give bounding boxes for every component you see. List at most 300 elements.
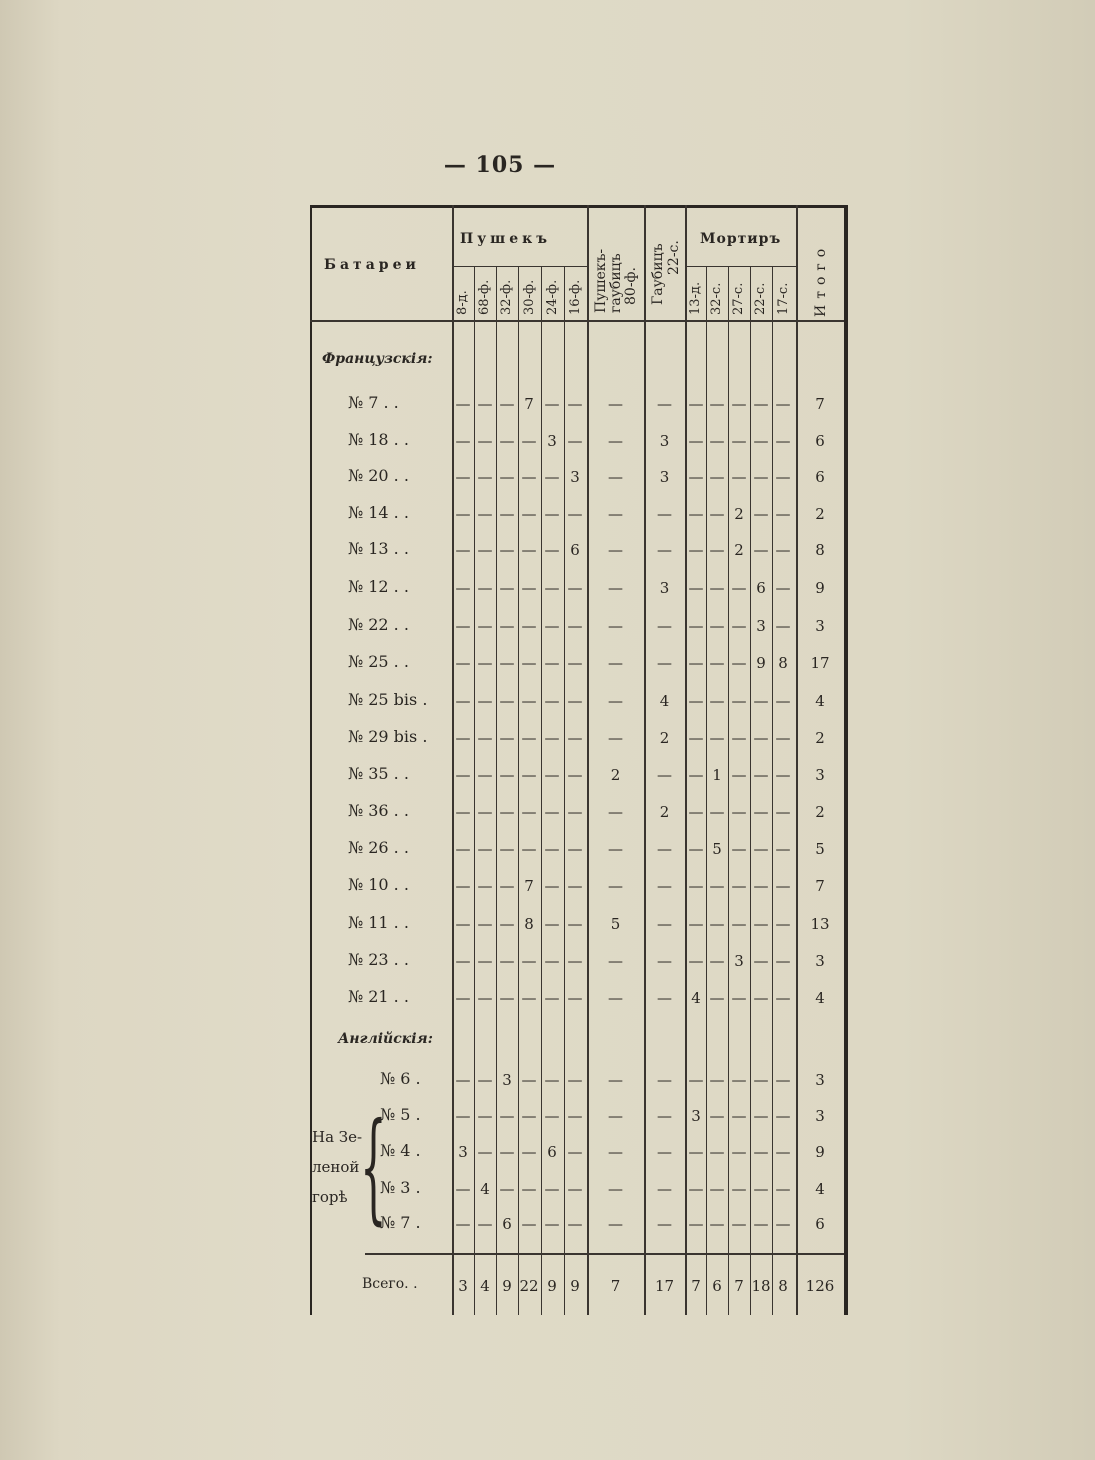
cell-mortar: —: [753, 915, 769, 933]
cell-mortar: —: [753, 766, 769, 784]
cell-gun: —: [567, 617, 583, 635]
header-gun-col: 16-ф.: [567, 279, 583, 315]
cell-howitzer: 2: [659, 803, 670, 821]
cell-gun: —: [499, 617, 515, 635]
cell-gun: 3: [502, 1071, 512, 1089]
cell-howitzer: —: [657, 1107, 672, 1125]
table-right-border: [844, 205, 848, 1315]
cell-mortar: —: [709, 989, 725, 1007]
cell-mortar: —: [775, 1071, 791, 1089]
cell-howitzer: —: [657, 1215, 672, 1233]
row-label: № 36 . .: [348, 801, 409, 820]
section-english: Англійскія:: [338, 1031, 433, 1047]
cell-gun-howitzer: —: [608, 617, 623, 635]
cell-mortar: —: [753, 1215, 769, 1233]
cell-total: 9: [815, 1143, 825, 1161]
cell-mortar: —: [753, 395, 769, 413]
cell-gun: —: [477, 1107, 493, 1125]
cell-total: 4: [815, 692, 825, 710]
cell-mortar: —: [753, 952, 769, 970]
cell-gun-howitzer: —: [608, 729, 623, 747]
cell-gun-howitzer: —: [608, 692, 623, 710]
group-label: На Зе-: [312, 1128, 363, 1146]
row-label: № 6 .: [380, 1069, 421, 1088]
cell-gun: —: [499, 654, 515, 672]
row-label: № 20 . .: [348, 466, 409, 485]
cell-mortar: —: [753, 989, 769, 1007]
cell-mortar: —: [731, 1215, 747, 1233]
cell-mortar: 3: [734, 952, 744, 970]
cell-howitzer: 2: [659, 729, 670, 747]
cell-howitzer: —: [657, 1143, 672, 1161]
cell-mortar: —: [688, 1215, 704, 1233]
cell-gun: —: [567, 654, 583, 672]
cell-mortar: —: [753, 432, 769, 450]
cell-total: 8: [815, 541, 825, 559]
cell-mortar: —: [775, 505, 791, 523]
cell-gun-howitzer: —: [608, 1107, 623, 1125]
cell-mortar: 6: [756, 579, 766, 597]
cell-howitzer: —: [657, 1180, 672, 1198]
cell-gun: —: [567, 395, 583, 413]
row-label: № 4 .: [380, 1141, 421, 1160]
totals-rule: [365, 1253, 844, 1255]
cell-gun: —: [544, 654, 560, 672]
cell-gun: —: [499, 1143, 515, 1161]
cell-gun: —: [521, 654, 537, 672]
cell-gun: —: [455, 1107, 471, 1125]
cell-gun: —: [544, 766, 560, 784]
cell-mortar: —: [709, 617, 725, 635]
cell-mortar: —: [731, 468, 747, 486]
cell-gun: —: [477, 729, 493, 747]
cell-howitzer: —: [657, 654, 672, 672]
cell-mortar: —: [731, 877, 747, 895]
cell-gun: —: [499, 766, 515, 784]
cell-gun: —: [477, 505, 493, 523]
cell-total: 3: [815, 1107, 825, 1125]
header-mortar-col: 17-с.: [776, 282, 791, 315]
cell-gun: —: [544, 505, 560, 523]
cell-gun: —: [521, 505, 537, 523]
cell-gun: —: [567, 1071, 583, 1089]
cell-total: 5: [815, 840, 825, 858]
cell-gun: —: [455, 432, 471, 450]
cell-mortar: —: [688, 432, 704, 450]
cell-mortar: —: [709, 468, 725, 486]
cell-gun: —: [499, 432, 515, 450]
row-label: № 35 . .: [348, 764, 409, 783]
cell-mortar: —: [731, 729, 747, 747]
cell-gun: —: [477, 579, 493, 597]
cell-gun: —: [567, 505, 583, 523]
cell-mortar: —: [688, 617, 704, 635]
cell-mortar: —: [753, 729, 769, 747]
cell-mortar: 9: [756, 654, 766, 672]
cell-gun: —: [544, 803, 560, 821]
row-label: № 29 bis .: [348, 727, 428, 746]
cell-mortar: 2: [734, 505, 744, 523]
cell-gun: —: [521, 1180, 537, 1198]
cell-gun: —: [477, 840, 493, 858]
cell-mortar: —: [775, 468, 791, 486]
cell-mortar: —: [775, 395, 791, 413]
cell-howitzer: —: [657, 915, 672, 933]
cell-mortar: —: [709, 1180, 725, 1198]
table-top-border: [310, 205, 848, 208]
row-label: № 25 . .: [348, 652, 409, 671]
cell-gun: —: [499, 1107, 515, 1125]
cell-mortar: —: [688, 692, 704, 710]
total-howitzer: 17: [654, 1277, 675, 1295]
cell-mortar: —: [775, 617, 791, 635]
cell-mortar: —: [731, 654, 747, 672]
total-gun: 9: [502, 1277, 512, 1295]
header-gun-col: 68-ф.: [477, 279, 492, 315]
cell-gun-howitzer: —: [608, 1215, 623, 1233]
cell-gun-howitzer: —: [608, 952, 623, 970]
header-mortar-col: 13-д.: [687, 281, 703, 315]
cell-mortar: —: [709, 395, 725, 413]
cell-gun: 4: [480, 1180, 490, 1198]
cell-gun: —: [521, 579, 537, 597]
artillery-table: [310, 205, 848, 1315]
cell-gun: —: [521, 1215, 537, 1233]
cell-howitzer: —: [657, 395, 672, 413]
cell-gun: —: [477, 1143, 493, 1161]
cell-mortar: —: [688, 877, 704, 895]
cell-gun: —: [455, 989, 471, 1007]
cell-mortar: —: [709, 915, 725, 933]
cell-mortar: —: [775, 989, 791, 1007]
cell-gun: —: [477, 468, 493, 486]
cell-gun: —: [521, 432, 537, 450]
cell-mortar: —: [775, 1215, 791, 1233]
cell-gun: —: [477, 1071, 493, 1089]
cell-gun: —: [567, 766, 583, 784]
cell-mortar: —: [731, 989, 747, 1007]
cell-howitzer: —: [657, 952, 672, 970]
cell-gun: —: [455, 541, 471, 559]
cell-gun: —: [567, 915, 583, 933]
header-gun-col: 30-ф.: [521, 279, 537, 315]
cell-gun: —: [455, 692, 471, 710]
header-mortar-col: 22-с.: [753, 282, 768, 315]
cell-mortar: —: [709, 877, 725, 895]
row-label: № 13 . .: [348, 539, 409, 558]
cell-gun: —: [455, 877, 471, 895]
cell-gun: —: [521, 840, 537, 858]
cell-mortar: 1: [712, 766, 722, 784]
cell-gun: —: [567, 1180, 583, 1198]
cell-howitzer: —: [657, 1071, 672, 1089]
cell-gun-howitzer: 2: [610, 766, 621, 784]
cell-gun: —: [455, 579, 471, 597]
cell-gun: —: [521, 692, 537, 710]
cell-total: 2: [815, 505, 825, 523]
cell-gun: 6: [547, 1143, 557, 1161]
cell-mortar: —: [775, 729, 791, 747]
cell-mortar: —: [688, 541, 704, 559]
row-label: № 18 . .: [348, 430, 409, 449]
cell-gun: —: [544, 915, 560, 933]
cell-mortar: —: [775, 541, 791, 559]
cell-total: 3: [815, 1071, 825, 1089]
cell-mortar: —: [731, 579, 747, 597]
cell-mortar: —: [753, 468, 769, 486]
cell-gun-howitzer: —: [608, 395, 623, 413]
cell-gun: —: [544, 1071, 560, 1089]
cell-gun: —: [521, 1143, 537, 1161]
total-mortar: 6: [712, 1277, 722, 1295]
cell-howitzer: —: [657, 505, 672, 523]
cell-mortar: —: [688, 579, 704, 597]
header-mortars: Мортиръ: [700, 231, 782, 247]
cell-gun: 7: [524, 877, 534, 895]
cell-mortar: —: [709, 432, 725, 450]
cell-gun: —: [455, 395, 471, 413]
cell-gun: —: [477, 654, 493, 672]
header-batteries: Батареи: [324, 257, 420, 273]
cell-gun: —: [477, 395, 493, 413]
cell-mortar: —: [688, 840, 704, 858]
cell-gun-howitzer: —: [608, 803, 623, 821]
cell-gun: —: [521, 617, 537, 635]
cell-mortar: —: [731, 766, 747, 784]
cell-howitzer: —: [657, 840, 672, 858]
cell-gun: —: [499, 840, 515, 858]
cell-total: 4: [815, 1180, 825, 1198]
cell-mortar: —: [688, 952, 704, 970]
cell-total: 4: [815, 989, 825, 1007]
cell-gun: 6: [570, 541, 580, 559]
cell-mortar: 5: [712, 840, 722, 858]
cell-gun: —: [521, 1071, 537, 1089]
row-label: № 26 . .: [348, 838, 409, 857]
cell-gun-howitzer: —: [608, 1071, 623, 1089]
header-gun-col: 8-д.: [455, 290, 470, 315]
row-label: № 25 bis .: [348, 690, 428, 709]
cell-mortar: 3: [756, 617, 766, 635]
cell-gun: —: [477, 915, 493, 933]
cell-mortar: —: [709, 952, 725, 970]
cell-total: 2: [815, 729, 825, 747]
total-mortar: 18: [751, 1277, 771, 1295]
cell-gun: —: [544, 617, 560, 635]
cell-mortar: —: [709, 1071, 725, 1089]
cell-gun: —: [544, 1107, 560, 1125]
cell-gun: —: [477, 432, 493, 450]
cell-mortar: —: [775, 952, 791, 970]
cell-mortar: —: [688, 1143, 704, 1161]
total-gun-howitzer: 7: [610, 1277, 621, 1295]
cell-mortar: —: [709, 1215, 725, 1233]
cell-mortar: —: [731, 692, 747, 710]
cell-mortar: —: [731, 617, 747, 635]
header-gun-howitzers: Пушекъ-: [593, 248, 609, 313]
cell-gun: —: [499, 729, 515, 747]
cell-gun: —: [477, 877, 493, 895]
header-mortar-col: 27-с.: [731, 282, 746, 315]
cell-gun: —: [544, 729, 560, 747]
cell-mortar: —: [753, 1071, 769, 1089]
header-gun-howitzers: гаубицъ: [608, 253, 624, 313]
cell-gun: —: [455, 803, 471, 821]
cell-gun: —: [567, 803, 583, 821]
cell-gun: —: [477, 803, 493, 821]
row-label: № 5 .: [380, 1105, 421, 1124]
cell-gun: —: [455, 468, 471, 486]
cell-gun: —: [477, 1215, 493, 1233]
cell-gun: —: [477, 766, 493, 784]
totals-label: Всего. .: [362, 1276, 418, 1292]
cell-gun: —: [499, 579, 515, 597]
cell-mortar: —: [775, 1180, 791, 1198]
cell-gun: —: [521, 952, 537, 970]
cell-gun-howitzer: —: [608, 1180, 623, 1198]
cell-gun-howitzer: —: [608, 579, 623, 597]
cell-total: 7: [815, 395, 825, 413]
cell-mortar: —: [775, 432, 791, 450]
cell-gun: —: [455, 1071, 471, 1089]
cell-mortar: —: [688, 468, 704, 486]
cell-mortar: —: [731, 915, 747, 933]
grand-total: 126: [805, 1277, 835, 1295]
cell-mortar: —: [753, 803, 769, 821]
cell-mortar: —: [709, 541, 725, 559]
row-label: № 22 . .: [348, 615, 409, 634]
row-label: № 3 .: [380, 1178, 421, 1197]
cell-howitzer: 3: [659, 579, 670, 597]
cell-mortar: 4: [691, 989, 701, 1007]
cell-mortar: —: [731, 1143, 747, 1161]
cell-mortar: —: [709, 579, 725, 597]
cell-mortar: —: [709, 505, 725, 523]
cell-gun-howitzer: —: [608, 468, 623, 486]
cell-gun: —: [499, 989, 515, 1007]
cell-mortar: —: [775, 915, 791, 933]
cell-total: 6: [815, 432, 825, 450]
cell-howitzer: —: [657, 989, 672, 1007]
cell-gun: —: [455, 840, 471, 858]
cell-gun-howitzer: —: [608, 541, 623, 559]
cell-gun: 6: [502, 1215, 512, 1233]
cell-gun: —: [455, 1215, 471, 1233]
cell-gun: —: [455, 1180, 471, 1198]
cell-howitzer: 4: [659, 692, 670, 710]
cell-total: 17: [810, 654, 830, 672]
header-gun-howitzers: 80-ф.: [623, 267, 639, 305]
cell-total: 3: [815, 617, 825, 635]
cell-total: 7: [815, 877, 825, 895]
cell-gun: —: [544, 877, 560, 895]
cell-mortar: 2: [734, 541, 744, 559]
cell-gun-howitzer: —: [608, 840, 623, 858]
guns-subheader-rule: [452, 266, 587, 267]
row-label: № 21 . .: [348, 987, 409, 1006]
cell-gun: —: [455, 505, 471, 523]
row-label: № 11 . .: [348, 913, 409, 932]
cell-mortar: —: [731, 395, 747, 413]
cell-gun: —: [455, 654, 471, 672]
cell-gun: —: [455, 617, 471, 635]
cell-mortar: —: [775, 692, 791, 710]
cell-gun: —: [499, 877, 515, 895]
cell-gun: —: [499, 803, 515, 821]
cell-gun: —: [455, 729, 471, 747]
cell-total: 9: [815, 579, 825, 597]
cell-gun: —: [499, 1180, 515, 1198]
row-label: № 7 . .: [348, 393, 399, 412]
cell-mortar: —: [709, 692, 725, 710]
cell-howitzer: —: [657, 541, 672, 559]
cell-total: 6: [815, 468, 825, 486]
cell-gun: —: [521, 803, 537, 821]
total-mortar: 7: [691, 1277, 701, 1295]
cell-howitzer: 3: [659, 468, 670, 486]
cell-gun: —: [544, 952, 560, 970]
cell-mortar: —: [709, 654, 725, 672]
cell-gun: 3: [547, 432, 557, 450]
cell-gun: —: [521, 766, 537, 784]
cell-mortar: —: [775, 877, 791, 895]
header-mortar-col: 32-с.: [709, 282, 724, 315]
cell-mortar: —: [731, 1107, 747, 1125]
cell-gun: —: [499, 505, 515, 523]
cell-gun: —: [477, 617, 493, 635]
header-gun-col: 24-ф.: [544, 279, 560, 315]
cell-mortar: —: [731, 432, 747, 450]
cell-mortar: —: [688, 766, 704, 784]
cell-mortar: —: [753, 692, 769, 710]
cell-gun: 3: [458, 1143, 468, 1161]
cell-gun-howitzer: 5: [610, 915, 621, 933]
cell-mortar: —: [775, 766, 791, 784]
cell-gun: —: [521, 541, 537, 559]
total-gun: 4: [480, 1277, 490, 1295]
total-gun: 22: [519, 1277, 539, 1295]
cell-mortar: —: [753, 1107, 769, 1125]
cell-howitzer: 3: [659, 432, 670, 450]
row-label: № 10 . .: [348, 875, 409, 894]
cell-gun-howitzer: —: [608, 1143, 623, 1161]
brace-glyph: {: [360, 1098, 387, 1237]
cell-gun: 8: [524, 915, 534, 933]
group-label: леной: [312, 1158, 360, 1176]
cell-mortar: —: [731, 840, 747, 858]
cell-total: 3: [815, 952, 825, 970]
cell-gun: —: [499, 952, 515, 970]
cell-gun: —: [544, 579, 560, 597]
cell-gun: —: [499, 915, 515, 933]
cell-mortar: —: [775, 840, 791, 858]
cell-gun-howitzer: —: [608, 505, 623, 523]
cell-gun: —: [477, 692, 493, 710]
total-gun: 3: [458, 1277, 468, 1295]
row-label: № 7 .: [380, 1213, 421, 1232]
cell-total: 3: [815, 766, 825, 784]
cell-mortar: —: [775, 1143, 791, 1161]
row-label: № 12 . .: [348, 577, 409, 596]
cell-gun: —: [544, 840, 560, 858]
cell-mortar: —: [731, 803, 747, 821]
cell-mortar: —: [775, 579, 791, 597]
mortars-subheader-rule: [685, 266, 796, 267]
cell-mortar: —: [688, 1071, 704, 1089]
cell-gun: —: [477, 541, 493, 559]
cell-gun: —: [567, 729, 583, 747]
cell-gun: —: [567, 1143, 583, 1161]
